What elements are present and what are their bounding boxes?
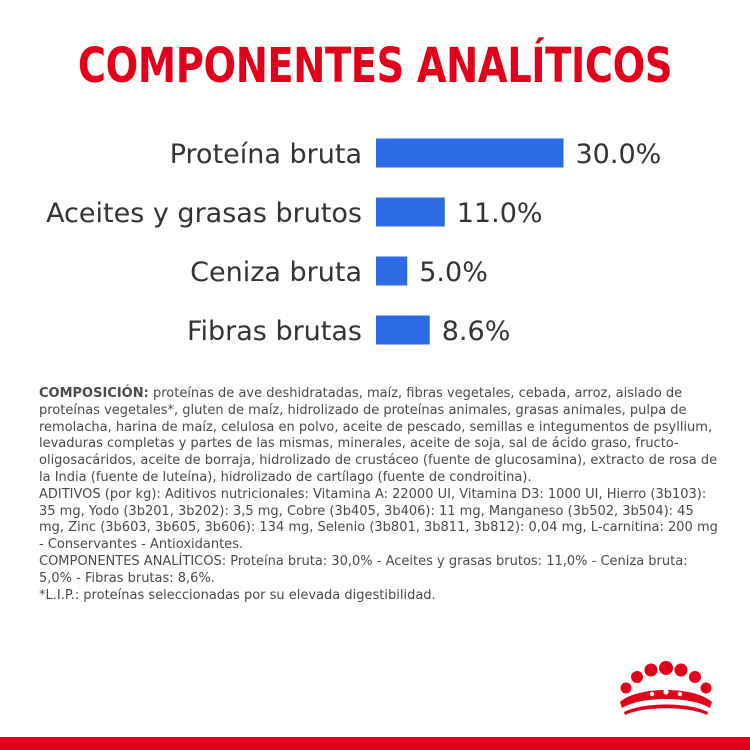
composition-lead: COMPOSICIÓN:: [39, 386, 149, 401]
composition-text: proteínas de ave deshidratadas, maíz, fibras vegetales, cebada, arroz, aislado de proteínas vegetales*, gluten de maíz, hidrolizado de proteínas animales, grasas animales, pulpa de remolacha, harina de maíz, celulosa en polvo, aceite de pescado, semillas e integumentos de psyllium, levaduras completas y partes de las mismas, minerales, aceite de soja, sal de ácido graso, fructo-oligosacáridos, aceite de borraja, hidrolizado de crustáceo (fuente de glucosamina), extracto de rosa de la India (fuente de luteína), hidrolizado de cartílago (fuente de condroitina).: [39, 386, 718, 485]
bar: [376, 198, 445, 227]
category-label: Aceites y grasas brutos: [46, 198, 362, 229]
value-label: 30.0%: [575, 139, 662, 170]
value-label: 11.0%: [456, 198, 543, 229]
category-label: Proteína bruta: [169, 139, 362, 170]
additives-paragraph: ADITIVOS (por kg): Aditivos nutricionales: Vitamina A: 22000 UI, Vitamina D3: 1000 UI, Hierro (3b103): 35 mg, Yodo (3b201, 3b202): 3,5 mg, Cobre (3b405, 3b406): 11 mg, Manganeso (3b502, 3b504): 45 mg, Zinc (3b603, 3b605, 3b606): 134 mg, Selenio (3b801, 3b811, 3b812): 0,04 mg, L-carnitina: 200 mg - Conservantes - Antioxidantes.: [39, 486, 718, 553]
page-title: COMPONENTES ANALÍTICOS: [77, 38, 673, 94]
value-label: 5.0%: [419, 257, 488, 288]
bar: [376, 257, 407, 286]
composition-block: [39, 386, 719, 604]
category-label: Fibras brutas: [186, 316, 362, 347]
composition-paragraph: [39, 386, 719, 487]
bar: [376, 139, 564, 168]
royal-canin-crown-icon: [616, 658, 716, 718]
footnote-paragraph: *L.I.P.: proteínas seleccionadas por su elevada digestibilidad.: [39, 587, 436, 603]
bar: [376, 316, 430, 345]
category-label: Ceniza bruta: [190, 257, 362, 288]
brand-footer-bar: [0, 737, 750, 750]
analytical-bar-chart: [0, 125, 750, 355]
chart-canvas: [0, 125, 750, 355]
analytical-paragraph: COMPONENTES ANALÍTICOS: Proteína bruta: 30,0% - Aceites y grasas brutos: 11,0% - Ceniza bruta: 5,0% - Fibras brutas: 8,6%.: [39, 553, 688, 586]
value-label: 8.6%: [441, 316, 511, 347]
